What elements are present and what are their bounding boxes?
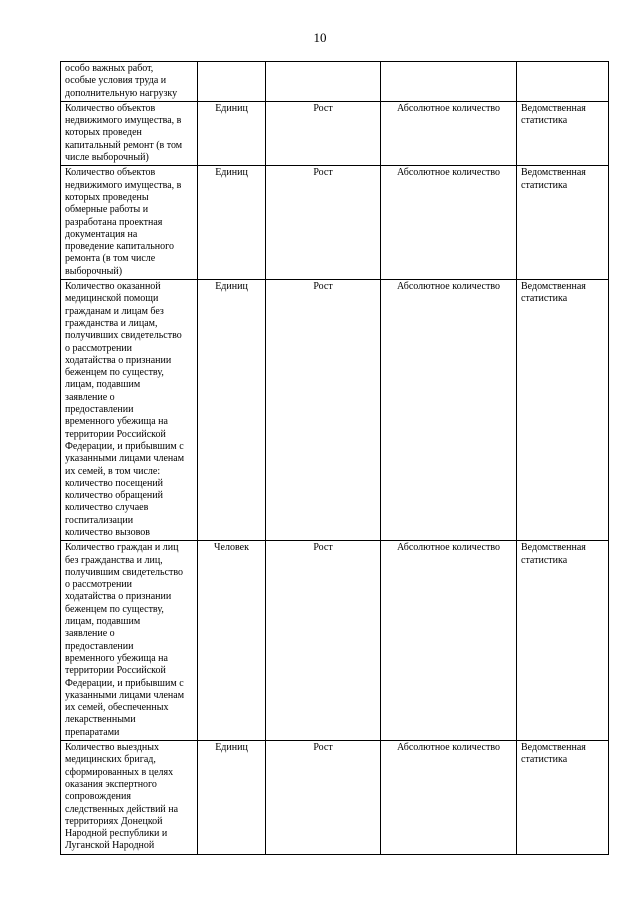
indicator-line: беженцем по существу, — [65, 367, 164, 379]
trend-cell: Рост — [266, 101, 381, 165]
indicator-line: лицам, подавшим — [65, 616, 141, 628]
indicator-line: Народной республики и — [65, 828, 168, 840]
indicator-line: указанными лицами членам — [65, 453, 185, 465]
indicator-line: оказания экспертного — [65, 778, 157, 790]
method-cell: Абсолютное количество — [381, 101, 517, 165]
indicator-line: дополнительную нагрузку — [65, 87, 178, 99]
indicator-line: особые условия труда и — [65, 75, 167, 87]
indicator-line: Луганской Народной — [65, 840, 155, 852]
indicator-line: числе выборочный) — [65, 152, 149, 164]
table-row — [61, 741, 609, 855]
indicator-line: Федерации, и прибывшим с — [65, 677, 184, 689]
indicator-line: сопровождения — [65, 791, 131, 803]
trend-cell: Рост — [266, 166, 381, 280]
table-row — [61, 62, 609, 102]
indicator-line: предоставлении — [65, 640, 134, 652]
indicator-line: получившим свидетельство — [65, 566, 184, 578]
source-line: статистика — [521, 554, 568, 566]
source-line: статистика — [521, 754, 568, 766]
indicator-line: их семей, обеспеченных — [65, 702, 169, 714]
table-body — [61, 62, 609, 855]
table-row — [61, 280, 609, 541]
indicator-line: без гражданства и лиц, — [65, 554, 163, 566]
indicator-cell — [61, 101, 198, 165]
indicator-line: указанными лицами членам — [65, 689, 185, 701]
indicator-line: беженцем по существу, — [65, 603, 164, 615]
source-cell — [517, 101, 609, 165]
table-row — [61, 101, 609, 165]
indicator-line: лекарственными — [65, 714, 136, 726]
indicator-line: предоставлении — [65, 404, 134, 416]
unit-cell — [198, 62, 266, 102]
indicator-line: обмерные работы и — [65, 204, 149, 216]
unit-cell: Человек — [198, 541, 266, 741]
indicator-line: Количество объектов — [65, 167, 156, 179]
indicator-line: которых проведен — [65, 127, 142, 139]
unit-cell: Единиц — [198, 741, 266, 855]
indicator-line: Количество объектов — [65, 102, 156, 114]
source-cell — [517, 541, 609, 741]
indicator-line: особо важных работ, — [65, 63, 154, 74]
indicator-cell — [61, 741, 198, 855]
source-line: Ведомственная — [521, 102, 586, 114]
indicator-line: недвижимого имущества, в — [65, 115, 182, 127]
unit-cell: Единиц — [198, 280, 266, 541]
indicator-line: капитальный ремонт (в том — [65, 139, 183, 151]
method-cell: Абсолютное количество — [381, 280, 517, 541]
unit-cell: Единиц — [198, 101, 266, 165]
indicator-line: лицам, подавшим — [65, 379, 141, 391]
trend-cell: Рост — [266, 741, 381, 855]
indicator-line: количество вызовов — [65, 526, 150, 538]
indicator-line: медицинских бригад, — [65, 754, 156, 766]
indicator-line: госпитализации — [65, 514, 134, 526]
source-cell — [517, 166, 609, 280]
source-line: Ведомственная — [521, 281, 586, 293]
indicator-line: о рассмотрении — [65, 342, 132, 354]
indicator-line: количество случаев — [65, 502, 149, 514]
source-cell — [517, 62, 609, 102]
indicator-line: Количество граждан и лиц — [65, 542, 179, 554]
indicator-line: заявление о — [65, 391, 115, 403]
indicator-line: количество посещений — [65, 477, 164, 489]
trend-cell: Рост — [266, 280, 381, 541]
source-cell — [517, 280, 609, 541]
indicator-cell — [61, 280, 198, 541]
indicator-line: получивших свидетельство — [65, 330, 182, 342]
trend-cell: Рост — [266, 541, 381, 741]
source-line: Ведомственная — [521, 542, 586, 554]
indicator-line: Количество выездных — [65, 742, 159, 754]
indicator-line: разработана проектная — [65, 216, 163, 228]
indicator-line: недвижимого имущества, в — [65, 179, 182, 191]
indicator-line: ремонта (в том числе — [65, 253, 156, 265]
page-number: 10 — [313, 30, 327, 45]
source-cell — [517, 741, 609, 855]
source-line: статистика — [521, 179, 568, 191]
indicator-line: Количество оказанной — [65, 281, 161, 293]
indicator-line: о рассмотрении — [65, 579, 132, 591]
indicator-line: Федерации, и прибывшим с — [65, 440, 184, 452]
indicator-line: проведение капитального — [65, 241, 174, 253]
indicators-table — [60, 61, 609, 855]
method-cell: Абсолютное количество — [381, 166, 517, 280]
source-line: статистика — [521, 115, 568, 127]
indicator-line: заявление о — [65, 628, 115, 640]
unit-cell: Единиц — [198, 166, 266, 280]
method-cell: Абсолютное количество — [381, 541, 517, 741]
method-cell: Абсолютное количество — [381, 741, 517, 855]
indicator-line: документация на — [65, 228, 138, 240]
indicator-line: ходатайства о признании — [65, 354, 172, 366]
indicator-line: медицинской помощи — [65, 293, 159, 305]
indicator-cell — [61, 166, 198, 280]
source-line: Ведомственная — [521, 167, 586, 179]
indicator-line: территориях Донецкой — [65, 815, 163, 827]
indicator-line: препаратами — [65, 726, 120, 738]
indicator-line: территории Российской — [65, 665, 166, 677]
indicator-line: выборочный) — [65, 265, 123, 277]
table-row — [61, 541, 609, 741]
indicator-line: временного убежища на — [65, 652, 168, 664]
indicator-line: сформированных в целях — [65, 766, 174, 778]
indicator-line: гражданства и лицам, — [65, 317, 158, 329]
indicator-cell — [61, 62, 198, 102]
source-line: Ведомственная — [521, 742, 586, 754]
indicator-line: ходатайства о признании — [65, 591, 172, 603]
indicator-line: их семей, в том числе: — [65, 465, 161, 477]
indicator-line: следственных действий на — [65, 803, 179, 815]
indicator-line: количество обращений — [65, 490, 163, 502]
indicator-line: гражданам и лицам без — [65, 305, 164, 317]
source-line: статистика — [521, 293, 568, 305]
indicator-line: временного убежища на — [65, 416, 168, 428]
trend-cell — [266, 62, 381, 102]
indicator-line: которых проведены — [65, 191, 149, 203]
method-cell — [381, 62, 517, 102]
table-row — [61, 166, 609, 280]
indicator-line: территории Российской — [65, 428, 166, 440]
indicator-cell — [61, 541, 198, 741]
